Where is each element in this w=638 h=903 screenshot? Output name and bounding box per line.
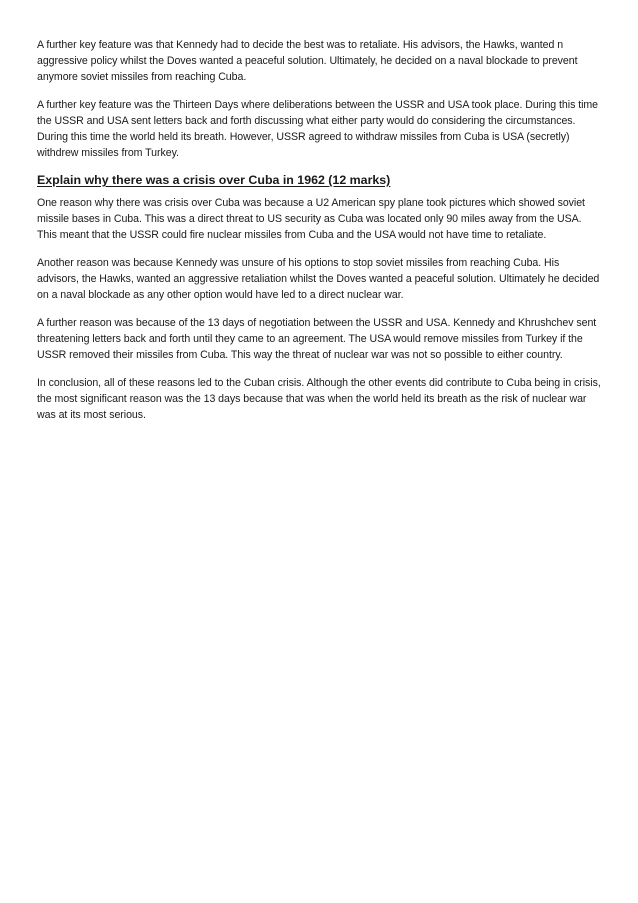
paragraph-spacer: [37, 243, 603, 255]
paragraph-spacer: [37, 363, 603, 375]
paragraph-u2-spy-plane: One reason why there was crisis over Cuba was because a U2 American spy plane took pictures which showed soviet missile bases in Cuba. This was a direct threat to US security as Cuba was located only 90 miles away from the USA. This meant that the USSR could fire nuclear missiles from Cuba and the USA would not have time to retaliate.: [37, 197, 585, 241]
paragraph-13-days-negotiation: A further reason was because of the 13 days of negotiation between the USSR and USA. Kennedy and Khrushchev sent threatening letters back and forth until they came to an agreement. The USA would remove missiles from Turkey if the USSR removed their missiles from Cuba. This way the threat of nuclear war was not so possible to either country.: [37, 317, 597, 361]
heading-spacer: [37, 161, 603, 171]
paragraph-naval-blockade-feature: A further key feature was that Kennedy had to decide the best was to retaliate. His advisors, the Hawks, wanted n aggressive policy whilst the Doves wanted a peaceful solution. Ultimately, he decided on a naval blockade to prevent anymore soviet missiles from reaching Cuba.: [37, 39, 578, 83]
paragraph-spacer: [37, 85, 603, 97]
paragraph-conclusion: In conclusion, all of these reasons led to the Cuban crisis. Although the other events did contribute to Cuba being in crisis, the most significant reason was the 13 days because that was when the world held its breath as the risk of nuclear war was at its most serious.: [37, 377, 601, 421]
question-heading: Explain why there was a crisis over Cuba in 1962 (12 marks): [37, 173, 391, 187]
paragraph-thirteen-days-feature: A further key feature was the Thirteen Days where deliberations between the USSR and USA took place. During this time the USSR and USA sent letters back and forth discussing what either party would do considering the circumstances. During this time the world held its breath. However, USSR agreed to withdraw missiles from Cuba is USA (secretly) withdrew missiles from Turkey.: [37, 99, 599, 159]
paragraph-kennedy-options: Another reason was because Kennedy was unsure of his options to stop soviet missiles from reaching Cuba. His advisors, the Hawks, wanted an aggressive retaliation whilst the Doves wanted a peaceful solution. Ultimately he decided on a naval blockade as any other option would have led to a direct nuclear war.: [37, 257, 600, 301]
paragraph-spacer: [37, 303, 603, 315]
document-page: [37, 37, 603, 423]
